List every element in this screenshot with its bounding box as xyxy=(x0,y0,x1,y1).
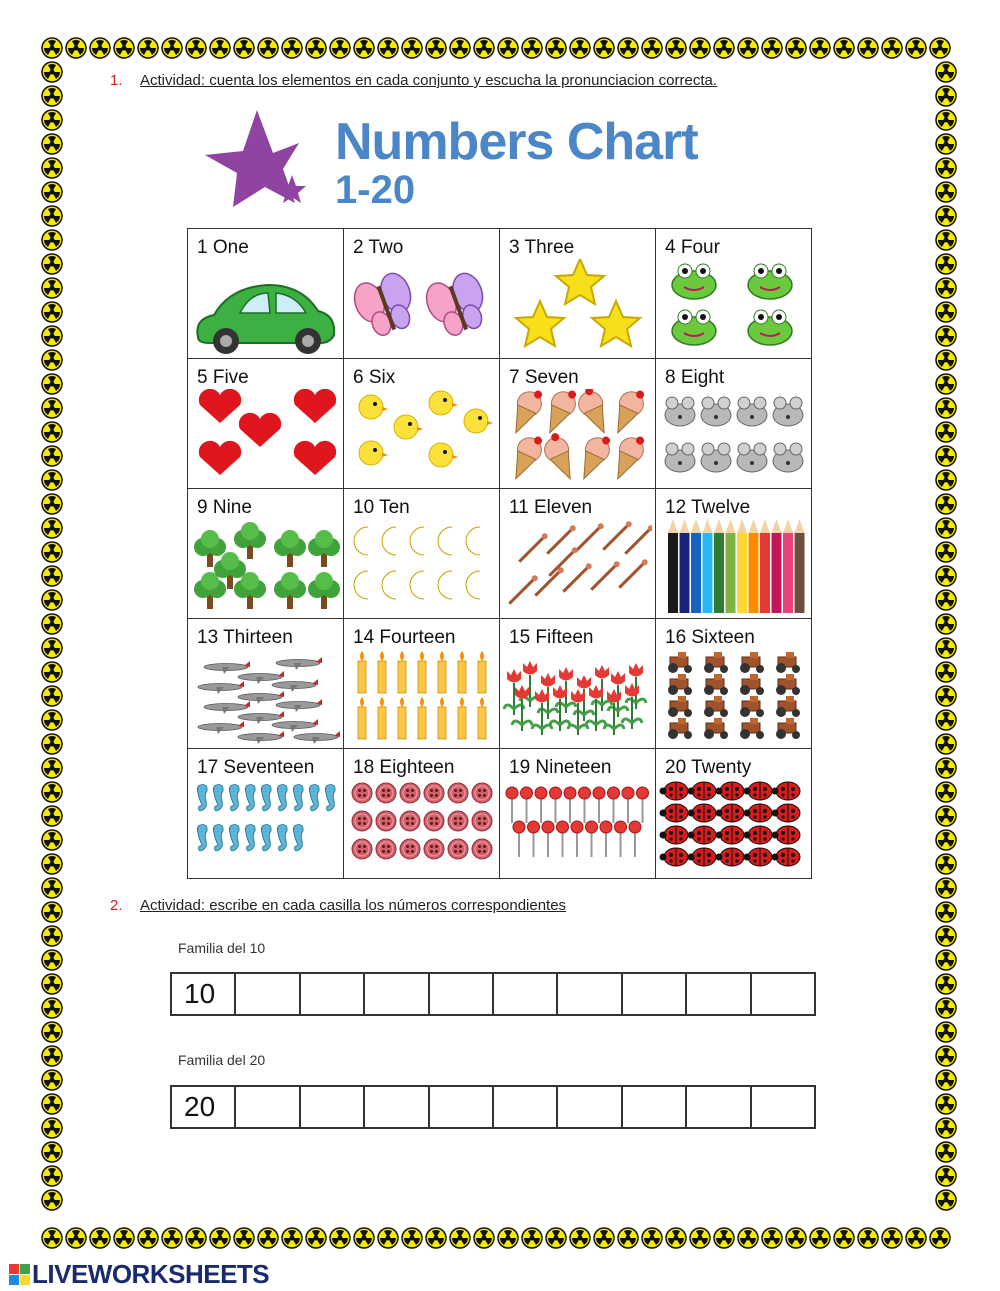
activity-1-instruction xyxy=(110,72,717,89)
number-label: 18 Eighteen xyxy=(353,757,455,778)
answer-input[interactable] xyxy=(365,974,427,1014)
family-10-start: 10 xyxy=(171,973,235,1015)
candle-icon xyxy=(346,649,496,745)
answer-input[interactable] xyxy=(623,1087,685,1127)
car-icon xyxy=(190,259,340,355)
answer-box[interactable] xyxy=(493,973,557,1015)
number-cell[interactable] xyxy=(500,749,656,879)
number-cell[interactable] xyxy=(188,619,344,749)
answer-input[interactable] xyxy=(301,1087,363,1127)
answer-box[interactable] xyxy=(686,973,750,1015)
chick-icon xyxy=(346,389,496,485)
tulip-icon xyxy=(502,649,652,745)
answer-box[interactable] xyxy=(622,973,686,1015)
number-label: 14 Fourteen xyxy=(353,627,456,648)
number-label: 13 Thirteen xyxy=(197,627,293,648)
answer-input[interactable] xyxy=(236,974,298,1014)
number-cell[interactable] xyxy=(656,619,812,749)
big-star-icon xyxy=(205,110,299,207)
pencil-icon xyxy=(658,519,808,615)
liveworksheets-logo-icon xyxy=(8,1260,32,1288)
number-label: 16 Sixteen xyxy=(665,627,755,648)
family-20-row xyxy=(170,1085,816,1129)
family-20-start: 20 xyxy=(171,1086,235,1128)
number-cell[interactable] xyxy=(344,229,500,359)
number-label: 1 One xyxy=(197,237,249,258)
pin-icon xyxy=(502,779,652,875)
activity-2-instruction xyxy=(110,897,566,914)
number-label: 5 Five xyxy=(197,367,249,388)
answer-input[interactable] xyxy=(623,974,685,1014)
answer-box[interactable] xyxy=(557,1086,621,1128)
number-cell[interactable] xyxy=(188,489,344,619)
number-label: 10 Ten xyxy=(353,497,410,518)
tree-icon xyxy=(190,519,340,615)
number-label: 12 Twelve xyxy=(665,497,751,518)
answer-input[interactable] xyxy=(558,974,620,1014)
number-cell[interactable] xyxy=(500,229,656,359)
seahorse-icon xyxy=(190,779,340,875)
answer-input[interactable] xyxy=(301,974,363,1014)
answer-input[interactable] xyxy=(430,1087,492,1127)
answer-box[interactable] xyxy=(557,973,621,1015)
stick-icon xyxy=(502,519,652,615)
number-label: 15 Fifteen xyxy=(509,627,594,648)
number-label: 8 Eight xyxy=(665,367,725,388)
answer-box[interactable] xyxy=(751,973,815,1015)
answer-box[interactable] xyxy=(751,1086,815,1128)
answer-box[interactable] xyxy=(364,1086,428,1128)
number-label: 20 Twenty xyxy=(665,757,752,778)
number-cell[interactable] xyxy=(344,619,500,749)
answer-box[interactable] xyxy=(429,1086,493,1128)
answer-box[interactable] xyxy=(235,1086,299,1128)
answer-input[interactable] xyxy=(752,1087,814,1127)
number-cell[interactable] xyxy=(500,489,656,619)
number-cell[interactable] xyxy=(500,619,656,749)
number-label: 2 Two xyxy=(353,237,404,258)
family-20-label: Familia del 20 xyxy=(178,1052,266,1068)
activity-1-number: 1. xyxy=(110,72,123,89)
answer-box[interactable] xyxy=(300,973,364,1015)
chart-range: 1-20 xyxy=(335,168,416,212)
button-icon xyxy=(346,779,496,875)
number-label: 7 Seven xyxy=(509,367,579,388)
liveworksheets-logo-text: LIVEWORKSHEETS xyxy=(32,1259,270,1289)
answer-input[interactable] xyxy=(365,1087,427,1127)
number-cell[interactable] xyxy=(344,749,500,879)
number-label: 19 Nineteen xyxy=(509,757,612,778)
answer-input[interactable] xyxy=(687,1087,749,1127)
answer-input[interactable] xyxy=(494,1087,556,1127)
number-label: 3 Three xyxy=(509,237,575,258)
answer-box[interactable] xyxy=(300,1086,364,1128)
star-icon xyxy=(502,259,652,355)
number-label: 9 Nine xyxy=(197,497,252,518)
family-10-label: Familia del 10 xyxy=(178,940,266,956)
answer-box[interactable] xyxy=(364,973,428,1015)
number-label: 4 Four xyxy=(665,237,720,258)
answer-input[interactable] xyxy=(687,974,749,1014)
activity-1-text: Actividad: cuenta los elementos en cada conjunto y escucha la pronunciacion correcta. xyxy=(140,72,718,89)
heart-icon xyxy=(190,389,340,485)
number-cell[interactable] xyxy=(188,229,344,359)
mouse-icon xyxy=(658,389,808,485)
number-cell[interactable] xyxy=(188,749,344,879)
frog-icon xyxy=(658,259,808,355)
number-label: 6 Six xyxy=(353,367,396,388)
family-10-row xyxy=(170,972,816,1016)
answer-box[interactable] xyxy=(429,973,493,1015)
chart-title: Numbers Chart xyxy=(335,113,698,171)
activity-2-number: 2. xyxy=(110,897,123,914)
ladybug-icon xyxy=(658,779,808,875)
answer-box[interactable] xyxy=(235,973,299,1015)
numbers-chart-grid xyxy=(187,228,812,879)
number-cell[interactable] xyxy=(344,359,500,489)
answer-input[interactable] xyxy=(752,974,814,1014)
number-cell[interactable] xyxy=(188,359,344,489)
number-cell[interactable] xyxy=(656,749,812,879)
tractor-icon xyxy=(658,649,808,745)
answer-box[interactable] xyxy=(686,1086,750,1128)
answer-input[interactable] xyxy=(494,974,556,1014)
ice-cream-icon xyxy=(502,389,652,485)
number-cell[interactable] xyxy=(656,359,812,489)
answer-box[interactable] xyxy=(622,1086,686,1128)
airplane-icon xyxy=(190,649,340,745)
answer-input[interactable] xyxy=(558,1087,620,1127)
number-label: 17 Seventeen xyxy=(197,757,315,778)
number-cell[interactable] xyxy=(500,359,656,489)
activity-2-text: Actividad: escribe en cada casilla los números correspondientes xyxy=(140,897,567,914)
butterfly-icon xyxy=(346,259,496,355)
number-label: 11 Eleven xyxy=(509,497,593,518)
answer-input[interactable] xyxy=(236,1087,298,1127)
number-cell[interactable] xyxy=(344,489,500,619)
number-cell[interactable] xyxy=(656,489,812,619)
answer-box[interactable] xyxy=(493,1086,557,1128)
moon-icon xyxy=(346,519,496,615)
number-cell[interactable] xyxy=(656,229,812,359)
answer-input[interactable] xyxy=(430,974,492,1014)
